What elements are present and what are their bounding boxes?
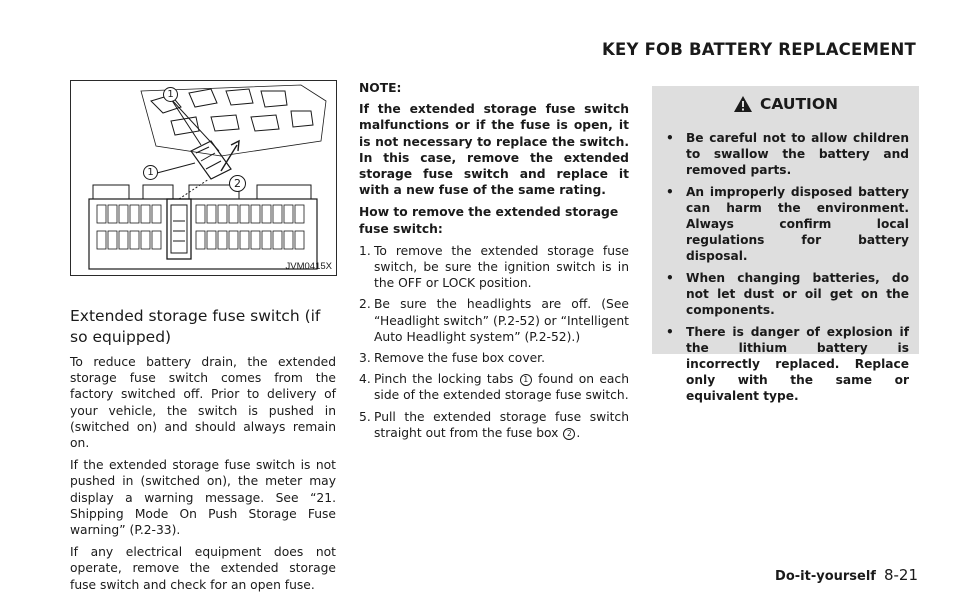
list-item bbox=[662, 184, 909, 264]
section-title: KEY FOB BATTERY REPLACEMENT bbox=[602, 40, 916, 59]
callout-2: 2 bbox=[229, 175, 246, 192]
bullet: • bbox=[666, 131, 674, 145]
steps-list bbox=[359, 243, 629, 441]
step-text-pre: Pull the extended storage fuse switch straight out from the fuse box bbox=[374, 409, 629, 440]
paragraph: If the extended storage fuse switch is not pushed in (switched on), the meter may display a warning message. See “21. Shipping Mode On Push Storage Fuse warning” (P.2-33). bbox=[70, 458, 336, 538]
list-item bbox=[662, 270, 909, 318]
list-item bbox=[359, 371, 629, 403]
note-text: If the extended storage fuse switch malfunctions or if the fuse is open, it is not necessary to replace the switch. In this case, remove the extended storage fuse switch and replace it with a new fuse of the same rating. bbox=[359, 102, 629, 198]
caution-box bbox=[652, 86, 919, 403]
step-number: 1. bbox=[359, 243, 371, 258]
caution-text: An improperly disposed battery can harm the environment. Always confirm local regulations for battery disposal. bbox=[686, 185, 909, 263]
step-text: To remove the extended storage fuse switch, be sure the ignition switch is in the OFF or LOCK position. bbox=[374, 243, 629, 291]
column-3 bbox=[652, 86, 919, 403]
list-item bbox=[359, 243, 629, 292]
callout-marker-2: 2 bbox=[563, 428, 575, 440]
page-number: 8-21 bbox=[883, 566, 918, 584]
list-item bbox=[359, 409, 629, 441]
caution-text: When changing batteries, do not let dust or oil get on the components. bbox=[686, 271, 909, 317]
step-text: Be sure the headlights are off. (See “Headlight switch” (P.2-52) or “Intelligent Auto Headlight system” (P.2-52).) bbox=[374, 297, 629, 344]
step-text-post: found on each side of the extended storage fuse switch. bbox=[374, 372, 629, 403]
caution-text: There is danger of explosion if the lithium battery is incorrectly replaced. Replace only with the same or equivalent type. bbox=[686, 325, 909, 403]
page-footer bbox=[775, 566, 918, 584]
fuse-box-illustration bbox=[70, 80, 337, 276]
step-number: 4. bbox=[359, 372, 371, 387]
caution-title: CAUTION bbox=[760, 94, 838, 113]
bullet: • bbox=[666, 325, 674, 339]
fuse-box-drawing bbox=[71, 81, 336, 275]
caution-text: Be careful not to allow children to swallow the battery and removed parts. bbox=[686, 131, 909, 177]
bullet: • bbox=[666, 185, 674, 199]
warning-triangle-icon bbox=[733, 95, 753, 113]
paragraph: If any electrical equipment does not operate, remove the extended storage fuse switch and check for an open fuse. bbox=[70, 545, 336, 592]
how-to-heading: How to remove the extended storage fuse switch: bbox=[359, 205, 619, 236]
step-number: 3. bbox=[359, 351, 371, 366]
note-label: NOTE: bbox=[359, 81, 402, 95]
step-number: 2. bbox=[359, 297, 371, 312]
list-item bbox=[359, 296, 629, 345]
step-text: Remove the fuse box cover. bbox=[374, 351, 546, 366]
column-1 bbox=[70, 306, 336, 599]
paragraph: To reduce battery drain, the extended storage fuse switch comes from the factory switched off. Prior to delivery of your vehicle, the switch is pushed in (switched on) and should always remain on. bbox=[70, 355, 336, 451]
bullet: • bbox=[666, 271, 674, 285]
caution-list bbox=[662, 130, 909, 404]
step-number: 5. bbox=[359, 409, 371, 424]
column-2 bbox=[359, 80, 629, 446]
figure-code: JVM0415X bbox=[285, 261, 332, 272]
list-item bbox=[662, 324, 909, 404]
caution-header bbox=[662, 86, 909, 122]
subsection-heading: Extended storage fuse switch (if so equipped) bbox=[70, 307, 321, 346]
callout-1-left: 1 bbox=[143, 165, 158, 180]
callout-marker-1: 1 bbox=[520, 374, 532, 386]
list-item bbox=[359, 350, 629, 366]
step-text-pre: Pinch the locking tabs bbox=[374, 372, 514, 387]
callout-1-top: 1 bbox=[163, 87, 178, 102]
list-item bbox=[662, 130, 909, 178]
chapter-name: Do-it-yourself bbox=[775, 569, 876, 584]
step-text-post: . bbox=[576, 425, 581, 440]
